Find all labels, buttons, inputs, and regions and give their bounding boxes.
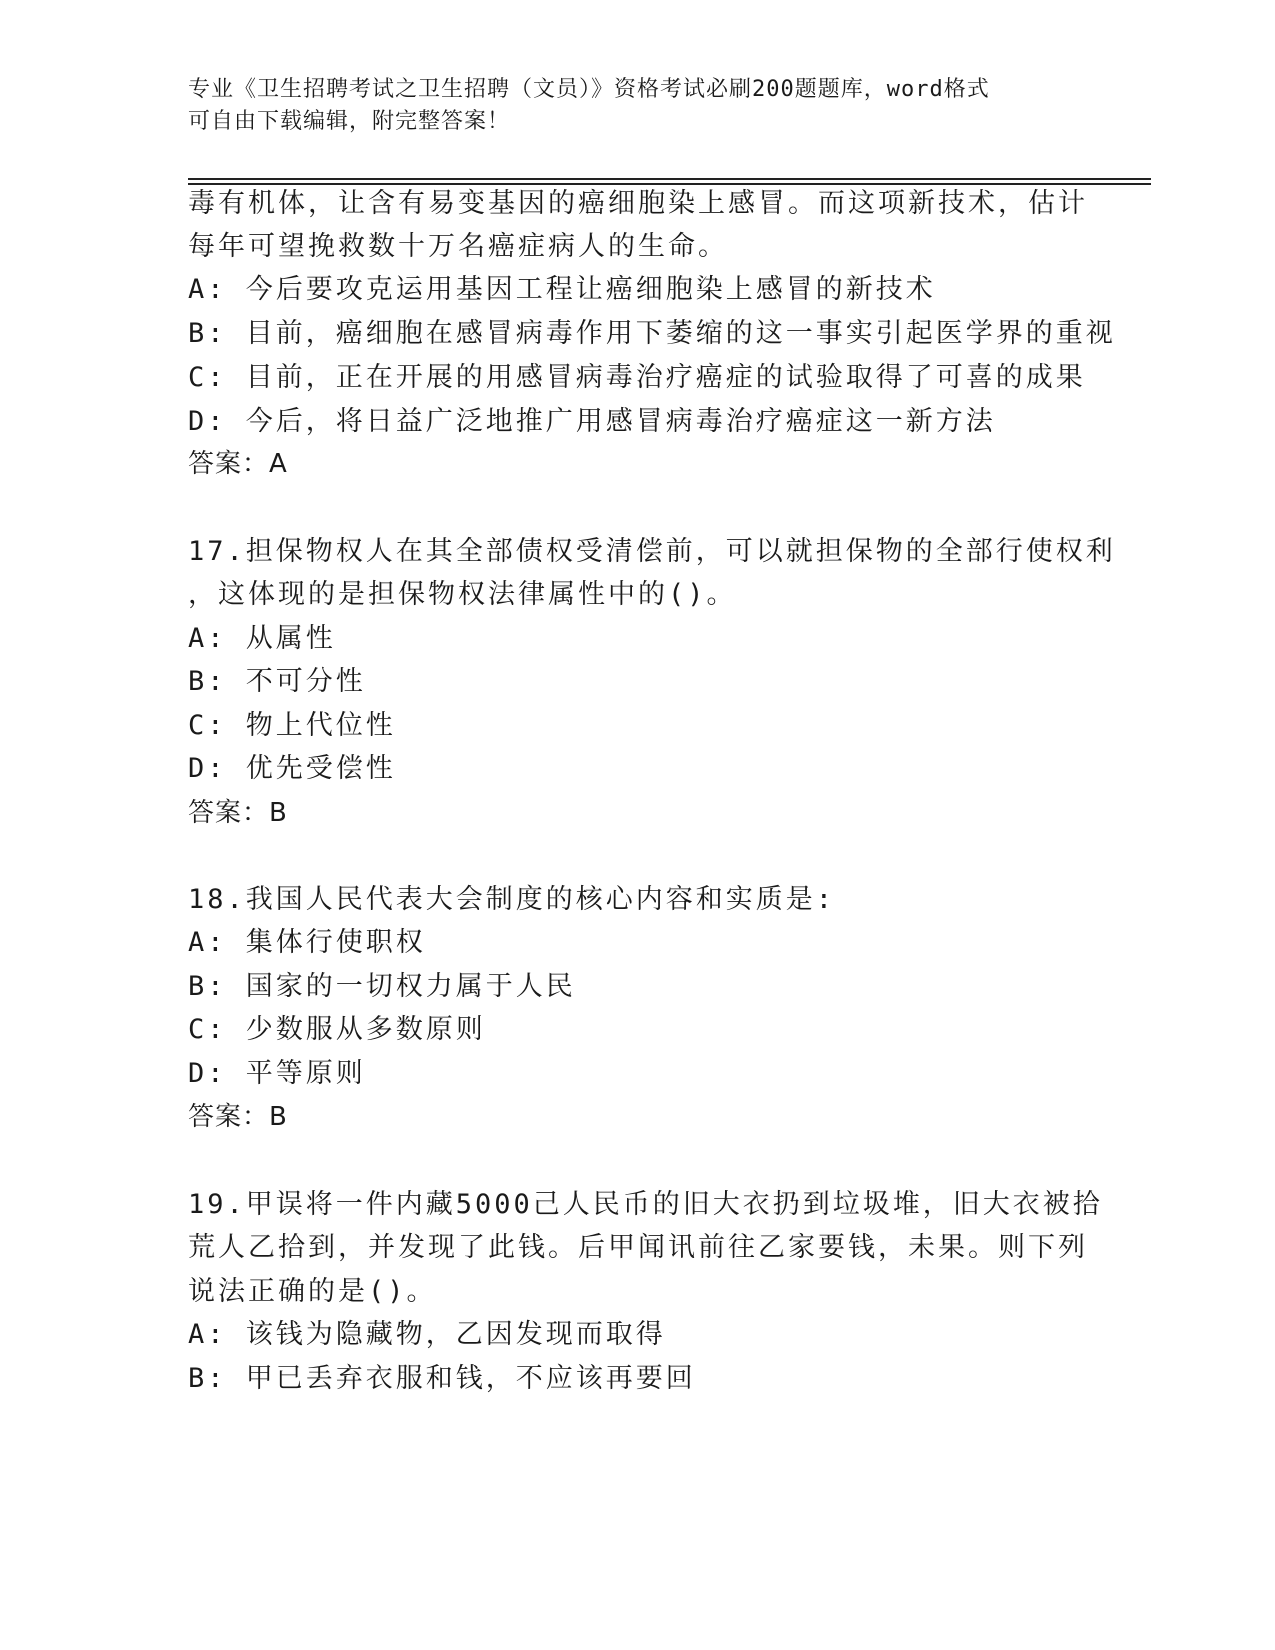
q16-option-a: A: 今后要攻克运用基因工程让癌细胞染上感冒的新技术 xyxy=(188,274,936,305)
q19-option-a: A: 该钱为隐藏物，乙因发现而取得 xyxy=(188,1319,666,1350)
header-rule-top xyxy=(188,178,1151,180)
q16-option-d: D: 今后，将日益广泛地推广用感冒病毒治疗癌症这一新方法 xyxy=(188,406,996,437)
q16-stem-line-1: 毒有机体，让含有易变基因的癌细胞染上感冒。而这项新技术，估计 xyxy=(188,188,1088,219)
header-line-1: 专业《卫生招聘考试之卫生招聘（文员）》资格考试必刷200题题库，word格式 xyxy=(188,77,990,102)
q19-option-b: B: 甲已丢弃衣服和钱，不应该再要回 xyxy=(188,1363,696,1394)
header-line-2: 可自由下载编辑，附完整答案！ xyxy=(188,109,511,134)
q17-stem-line-2: ，这体现的是担保物权法律属性中的()。 xyxy=(188,579,737,610)
q17-option-b: B: 不可分性 xyxy=(188,666,366,697)
header-rule-bottom xyxy=(188,183,1151,185)
q18-option-a: A: 集体行使职权 xyxy=(188,927,426,958)
q16-option-c: C: 目前，正在开展的用感冒病毒治疗癌症的试验取得了可喜的成果 xyxy=(188,362,1086,393)
q18-option-b: B: 国家的一切权力属于人民 xyxy=(188,971,576,1002)
q16-option-b: B: 目前，癌细胞在感冒病毒作用下萎缩的这一事实引起医学界的重视 xyxy=(188,318,1116,349)
q16-answer: 答案：A xyxy=(188,449,288,479)
q19-stem-line-2: 荒人乙拾到，并发现了此钱。后甲闻讯前往乙家要钱，未果。则下列 xyxy=(188,1232,1088,1263)
document-header xyxy=(188,74,1088,138)
q17-option-c: C: 物上代位性 xyxy=(188,710,396,741)
q18-option-c: C: 少数服从多数原则 xyxy=(188,1014,486,1045)
q18-answer: 答案：B xyxy=(188,1102,288,1132)
q18-stem-line-1: 18.我国人民代表大会制度的核心内容和实质是: xyxy=(188,884,836,915)
q19-stem-line-1: 19.甲误将一件内藏5000己人民币的旧大衣扔到垃圾堆，旧大衣被拾 xyxy=(188,1189,1103,1220)
q17-option-a: A: 从属性 xyxy=(188,623,336,654)
q16-stem-line-2: 每年可望挽救数十万名癌症病人的生命。 xyxy=(188,231,728,262)
q19-stem-line-3: 说法正确的是()。 xyxy=(188,1276,437,1307)
q17-answer: 答案：B xyxy=(188,798,288,828)
q18-option-d: D: 平等原则 xyxy=(188,1058,366,1089)
q17-stem-line-1: 17.担保物权人在其全部债权受清偿前，可以就担保物的全部行使权利 xyxy=(188,536,1116,567)
q17-option-d: D: 优先受偿性 xyxy=(188,753,396,784)
